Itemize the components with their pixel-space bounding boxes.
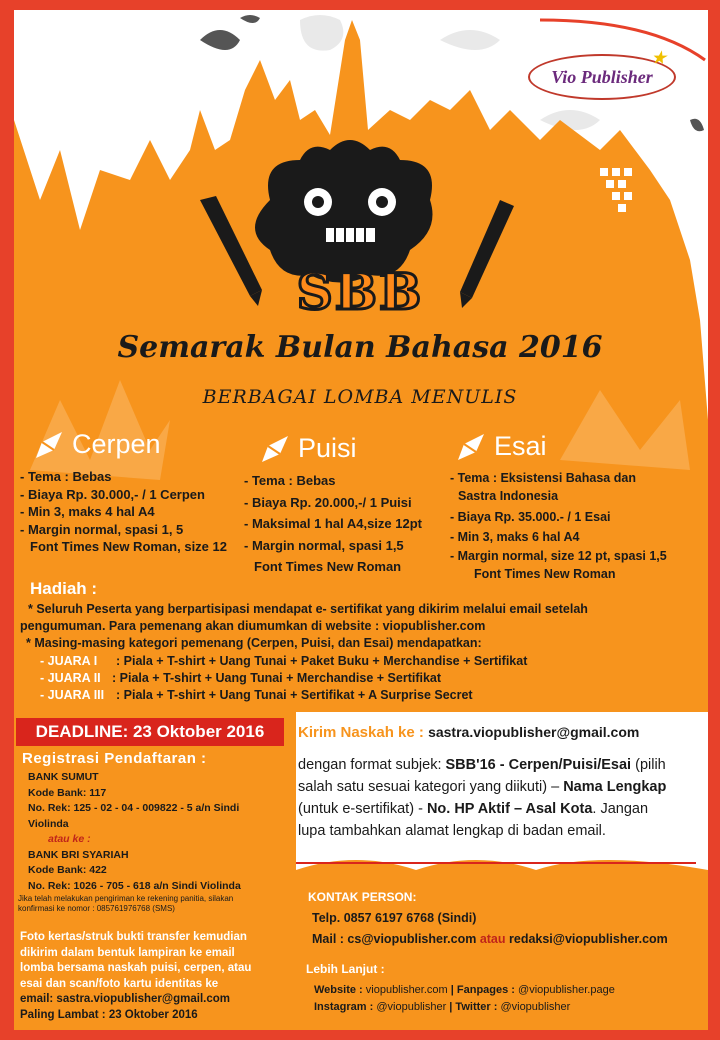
reg-foot-line: lomba bersama naskah puisi, cerpen, atau [20, 962, 252, 974]
puisi-item: - Biaya Rp. 20.000,-/ 1 Puisi [244, 494, 412, 510]
event-subtitle: BERBAGAI LOMBA MENULIS [202, 386, 518, 408]
hadiah-line: pengumuman. Para pemenang akan diumumkan di website : viopublisher.com [20, 619, 486, 634]
kontak-title: KONTAK PERSON: [308, 890, 417, 904]
format-bold: SBB'16 - Cerpen/Puisi/Esai [445, 757, 632, 773]
kontak-mail-2: redaksi@viopublisher.com [509, 932, 668, 946]
hadiah-line: * Masing-masing kategori pemenang (Cerpen, Puisi, dan Esai) mendapatkan: [26, 636, 482, 651]
juara-label: - JUARA III [40, 688, 105, 703]
lebih-lanjut-body [314, 982, 615, 1016]
deadline-banner: DEADLINE: 23 Oktober 2016 [16, 718, 284, 746]
quill-icon [258, 432, 294, 466]
border-left [0, 0, 14, 1040]
confirm-note: konfirmasi ke nomor : 085761976768 (SMS) [18, 904, 175, 913]
format-bold: No. HP Aktif – Asal Kota [426, 801, 593, 817]
juara-row [20, 687, 710, 704]
juara-row [20, 670, 710, 687]
atau-label: atau ke : [48, 833, 91, 845]
format-instructions [298, 754, 710, 842]
format-text: (pilih [635, 757, 666, 773]
bank-account: No. Rek: 1026 - 705 - 618 a/n Sindi Violinda [28, 879, 241, 892]
cerpen-item: Font Times New Roman, size 12 [30, 539, 227, 554]
reg-foot-line: Foto kertas/struk bukti transfer kemudian [20, 931, 247, 943]
category-name: Esai [494, 431, 547, 462]
bank-code: Kode Bank: 117 [28, 786, 107, 799]
kirim-email: sastra.viopublisher@gmail.com [428, 724, 640, 740]
category-puisi [244, 432, 450, 576]
kontak-mail: Mail : cs@viopublisher.com [312, 932, 477, 946]
format-text: . Jangan [592, 801, 649, 817]
border-top [0, 0, 720, 10]
website-label: Website : [314, 984, 363, 996]
esai-item: Font Times New Roman [474, 566, 616, 581]
puisi-item: - Tema : Bebas [244, 473, 336, 488]
quill-icon [454, 430, 490, 464]
esai-item: Sastra Indonesia [458, 488, 559, 503]
puisi-item: Font Times New Roman [254, 559, 402, 574]
esai-item: - Min 3, maks 6 hal A4 [450, 529, 580, 544]
bank-account-holder: Violinda [28, 817, 69, 830]
esai-item: - Tema : Eksistensi Bahasa dan [450, 471, 636, 485]
format-bold: Nama Lengkap [563, 779, 667, 795]
twitter-label: | Twitter : [449, 1001, 498, 1013]
kontak-body [312, 908, 668, 950]
vio-publisher-logo [528, 50, 676, 100]
format-text: dengan format subjek: [298, 757, 442, 773]
star-icon: ★ [651, 50, 666, 67]
category-cerpen [20, 428, 250, 556]
hadiah-line: * Seluruh Peserta yang berpartisipasi mendapat e- sertifikat yang dikirim melalui email setelah [28, 602, 588, 616]
section-divider [296, 862, 696, 864]
cerpen-item: - Biaya Rp. 30.000,- / 1 Cerpen [20, 486, 205, 502]
registrasi-footer [20, 930, 295, 1023]
border-bottom [0, 1030, 720, 1040]
lebih-lanjut-title: Lebih Lanjut : [306, 962, 385, 976]
cerpen-item: - Tema : Bebas [20, 469, 112, 484]
category-name: Cerpen [72, 429, 161, 460]
website-link[interactable]: viopublisher.com [365, 984, 448, 996]
esai-item: - Biaya Rp. 35.000.- / 1 Esai [450, 510, 611, 524]
reg-foot-line: dikirim dalam bentuk lampiran ke email [20, 946, 235, 959]
cerpen-item: - Margin normal, spasi 1, 5 [20, 521, 184, 537]
bank-name: BANK BRI SYARIAH [28, 848, 129, 861]
format-text: salah satu sesuai kategori yang diikuti) – [298, 779, 560, 795]
confirm-note: Jika telah melakukan pengiriman ke rekening panitia, silakan [18, 894, 234, 903]
twitter-link[interactable]: @viopublisher [500, 1001, 571, 1013]
juara-label: - JUARA I [40, 653, 98, 668]
reg-foot-line: Paling Lambat : 23 Oktober 2016 [20, 1008, 198, 1021]
sbb-heading: SBB [296, 262, 424, 321]
bank-name: BANK SUMUT [28, 771, 99, 783]
reg-foot-line: email: sastra.viopublisher@gmail.com [20, 993, 230, 1005]
fanpages-link[interactable]: @viopublisher.page [518, 984, 615, 996]
web-row [314, 982, 615, 999]
kontak-phone: Telp. 0857 6197 6768 (Sindi) [312, 911, 477, 925]
kirim-label: Kirim Naskah ke : [298, 724, 424, 741]
kirim-naskah [298, 724, 710, 741]
reg-foot-line: esai dan scan/foto kartu identitas ke [20, 977, 219, 990]
category-esai [450, 430, 710, 583]
instagram-link[interactable]: @viopublisher [376, 1001, 447, 1013]
logo-text: Vio Publisher [551, 66, 653, 87]
cerpen-item: - Min 3, maks 4 hal A4 [20, 504, 155, 519]
quill-icon [32, 428, 68, 462]
puisi-item: - Margin normal, spasi 1,5 [244, 537, 404, 553]
category-name: Puisi [298, 433, 357, 464]
instagram-label: Instagram : [314, 1001, 374, 1013]
fanpages-label: | Fanpages : [450, 984, 515, 996]
bank-code: Kode Bank: 422 [28, 864, 107, 876]
registrasi-title: Registrasi Pendaftaran : [22, 750, 207, 767]
juara-prize: : Piala + T-shirt + Uang Tunai + Merchandise + Sertifikat [112, 670, 442, 685]
format-text: (untuk e-sertifikat) - [298, 801, 423, 817]
esai-item: - Margin normal, size 12 pt, spasi 1,5 [450, 549, 667, 563]
juara-prize: : Piala + T-shirt + Uang Tunai + Sertifikat + A Surprise Secret [116, 688, 473, 703]
puisi-item: - Maksimal 1 hal A4,size 12pt [244, 516, 422, 531]
juara-label: - JUARA II [40, 670, 101, 685]
bank-account: No. Rek: 125 - 02 - 04 - 009822 - 5 a/n Sindi [28, 802, 240, 814]
event-title: Semarak Bulan Bahasa 2016 [117, 330, 603, 365]
juara-prize: : Piala + T-shirt + Uang Tunai + Paket Buku + Merchandise + Sertifikat [116, 653, 528, 668]
format-text: lupa tambahkan alamat lengkap di badan email. [298, 823, 606, 839]
registrasi-body [18, 770, 290, 914]
kontak-mail-row [312, 929, 668, 950]
hadiah-title: Hadiah : [30, 579, 98, 598]
juara-row [20, 653, 710, 670]
hadiah-body [20, 601, 710, 704]
social-row [314, 999, 615, 1016]
atau-label: atau [479, 932, 506, 946]
